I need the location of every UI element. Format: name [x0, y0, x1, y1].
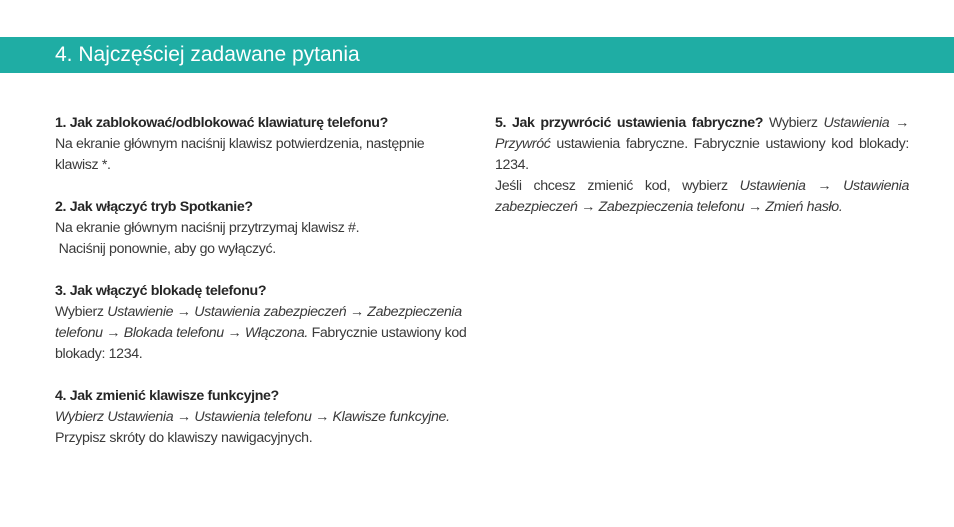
- menu-path-step: Ustawienie: [107, 304, 174, 320]
- faq-question-1: 1. Jak zablokować/odblokować klawiaturę telefonu?: [55, 115, 388, 131]
- arrow-right-icon: →: [176, 304, 191, 320]
- faq-item-3: [55, 281, 469, 365]
- faq-answer-2-line-1: Na ekranie głównym naciśnij przytrzymaj klawisz #.: [55, 220, 360, 236]
- faq-column-left: [55, 113, 469, 470]
- menu-path-step: Włączona.: [244, 325, 308, 341]
- answer-prefix: Wybierz: [768, 115, 818, 131]
- arrow-right-icon: →: [176, 409, 191, 425]
- menu-path-step: Wybierz Ustawienia: [55, 409, 174, 425]
- menu-path-step: Zabezpieczenia telefonu: [55, 304, 462, 341]
- faq-answer-4: [55, 407, 469, 449]
- answer-prefix: Jeśli chcesz zmienić kod, wybierz: [495, 178, 728, 194]
- faq-item-5: [495, 113, 909, 218]
- answer-suffix: Przypisz skróty do klawiszy nawigacyjnych.: [55, 430, 313, 446]
- arrow-right-icon: →: [747, 199, 762, 215]
- menu-path-step: Ustawienia telefonu: [194, 409, 312, 425]
- menu-path-step: Ustawienia zabezpieczeń: [194, 304, 347, 320]
- faq-question-3: 3. Jak włączyć blokadę telefonu?: [55, 283, 267, 299]
- answer-mid: ustawienia fabryczne. Fabrycznie ustawiony kod blokady: 1234.: [495, 136, 910, 173]
- arrow-right-icon: →: [227, 325, 242, 341]
- arrow-right-icon: →: [581, 199, 595, 215]
- menu-path-step: Klawisze funkcyjne.: [332, 409, 450, 425]
- answer-suffix: Fabrycznie ustawiony kod blokady: 1234.: [55, 325, 467, 362]
- menu-path-step: Blokada telefonu: [123, 325, 224, 341]
- section-title: 4. Najczęściej zadawane pytania: [55, 43, 360, 66]
- faq-answer-2-line-2: Naciśnij ponownie, aby go wyłączyć.: [55, 241, 276, 257]
- faq-question-4: 4. Jak zmienić klawisze funkcyjne?: [55, 388, 279, 404]
- faq-column-right: [495, 113, 909, 239]
- menu-path-step: Ustawienia: [823, 115, 890, 131]
- faq-item-4: [55, 386, 469, 449]
- menu-path-step: Przywróć: [495, 136, 551, 152]
- arrow-right-icon: →: [817, 178, 832, 194]
- answer-prefix: Wybierz: [55, 304, 104, 320]
- faq-answer-5-change-code: [495, 176, 909, 218]
- faq-answer-1: Na ekranie głównym naciśnij klawisz potwierdzenia, następnie klawisz *.: [55, 136, 425, 173]
- faq-answer-3: [55, 302, 469, 365]
- faq-item-2: [55, 197, 469, 260]
- section-header-bar: [0, 37, 954, 73]
- menu-path-step: Zabezpieczenia telefonu: [598, 199, 745, 215]
- faq-answer-5: [495, 113, 909, 176]
- arrow-right-icon: →: [106, 325, 121, 341]
- menu-path-step: Ustawienia: [739, 178, 806, 194]
- faq-question-2: 2. Jak włączyć tryb Spotkanie?: [55, 199, 253, 215]
- faq-question-5: 5. Jak przywrócić ustawienia fabryczne?: [495, 115, 764, 131]
- arrow-right-icon: →: [895, 115, 910, 131]
- faq-item-1: [55, 113, 469, 176]
- menu-path-step: Ustawienia zabezpieczeń: [495, 178, 910, 215]
- arrow-right-icon: →: [315, 409, 329, 425]
- menu-path-step: Zmień hasło.: [765, 199, 843, 215]
- arrow-right-icon: →: [349, 304, 364, 320]
